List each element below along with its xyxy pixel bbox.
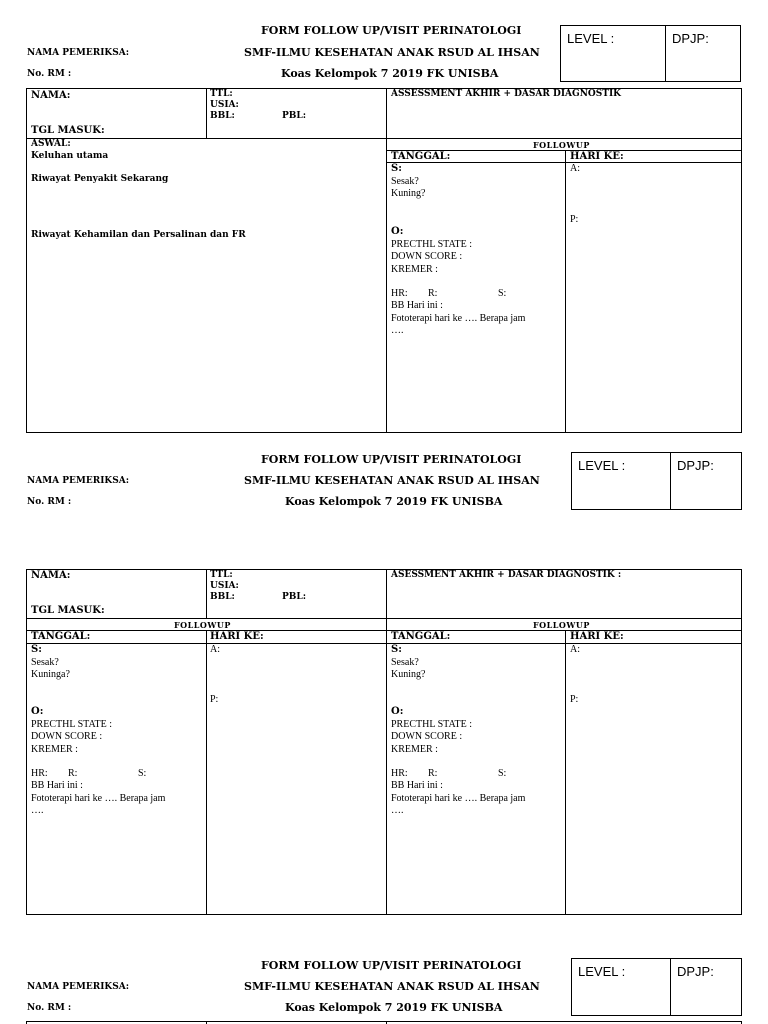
hari-ke-label: HARI KE: [210,631,264,642]
soap-s-block [31,644,70,682]
kuning-label: Kuning? [391,669,426,680]
nama-pemeriksa-label: NAMA PEMERIKSA: [27,982,130,992]
riwayat-penyakit-label: Riwayat Penyakit Sekarang [31,174,169,184]
sesak-label: Sesak? [391,175,419,187]
no-rm-label: No. RM : [27,1003,72,1013]
p-label: P: [210,694,219,705]
soap-o-block [391,706,472,756]
level-label: LEVEL : [567,31,615,46]
soap-s-block [391,163,425,201]
hr-label: HR: [391,288,408,299]
soap-s-block [391,644,425,682]
o-label: O: [31,706,44,717]
bb-label: BB Hari ini : [391,780,443,791]
fototerapi-label: Fototerapi hari ke …. Berapa jam [391,312,526,324]
down-score-label: DOWN SCORE : [391,251,463,262]
p-label: P: [570,214,579,225]
form-subtitle: SMF-ILMU KESEHATAN ANAK RSUD AL IHSAN [244,980,540,993]
s-label: S: [391,644,402,655]
hr-label: HR: [31,768,48,779]
hari-ke-label: HARI KE: [570,151,624,162]
soap-o-block [31,706,112,756]
tgl-masuk-label: TGL MASUK: [31,605,105,616]
form-group: Koas Kelompok 7 2019 FK UNISBA [285,495,503,508]
pbl-label: PBL: [282,111,307,121]
sesak-label: Sesak? [31,656,59,668]
level-box[interactable] [571,452,671,510]
dpjp-box[interactable] [670,958,742,1016]
followup-title: FOLLOWUP [174,620,231,630]
bb-foto-block [31,780,165,818]
vitals-row [391,768,507,781]
s2-label: S: [498,288,507,299]
fototerapi-label: Fototerapi hari ke …. Berapa jam [391,792,526,804]
assessment-label: ASESSMENT AKHIR + DASAR DIAGNOSTIK : [391,570,622,580]
nama-label: NAMA: [31,90,71,101]
precthl-label: PRECTHL STATE : [31,718,113,730]
level-label: LEVEL : [578,964,626,979]
nama-pemeriksa-label: NAMA PEMERIKSA: [27,48,130,58]
form-title: FORM FOLLOW UP/VISIT PERINATOLOGI [261,959,522,972]
form-table-1 [26,88,742,433]
bb-label: BB Hari ini : [31,780,83,791]
tanggal-label: TANGGAL: [31,631,91,642]
usia-label: USIA: [210,100,239,110]
form-table-2 [26,569,742,915]
dpjp-label: DPJP: [677,964,714,979]
no-rm-label: No. RM : [27,497,72,507]
kuning-label: Kuning? [391,188,426,199]
kremer-label: KREMER : [391,263,438,275]
dpjp-box[interactable] [670,452,742,510]
a-label: A: [210,644,220,655]
vitals-row [391,288,507,301]
p-label: P: [570,694,579,705]
form-title: FORM FOLLOW UP/VISIT PERINATOLOGI [261,24,522,37]
s-label: S: [31,644,42,655]
a-label: A: [570,163,580,174]
form-title: FORM FOLLOW UP/VISIT PERINATOLOGI [261,453,522,466]
down-score-label: DOWN SCORE : [31,731,103,742]
followup-title: FOLLOWUP [533,140,590,150]
bb-label: BB Hari ini : [391,300,443,311]
aswal-label: ASWAL: [31,139,71,149]
s-label: S: [391,163,402,174]
level-box[interactable] [560,25,666,82]
bbl-label: BBL: [210,111,235,121]
r-label: R: [68,768,78,779]
dots-label: …. [391,325,404,336]
bb-foto-block [391,300,525,338]
assessment-label: ASSESSMENT AKHIR + DASAR DIAGNOSTIK [391,89,621,99]
o-label: O: [391,706,404,717]
hari-ke-label: HARI KE: [570,631,624,642]
usia-label: USIA: [210,581,239,591]
tanggal-label: TANGGAL: [391,631,451,642]
fototerapi-label: Fototerapi hari ke …. Berapa jam [31,792,166,804]
no-rm-label: No. RM : [27,69,72,79]
dots-label: …. [391,805,404,816]
precthl-label: PRECTHL STATE : [391,238,473,250]
down-score-label: DOWN SCORE : [391,731,463,742]
level-label: LEVEL : [578,458,626,473]
kremer-label: KREMER : [391,743,438,755]
ttl-label: TTL: [210,570,233,580]
precthl-label: PRECTHL STATE : [391,718,473,730]
pbl-label: PBL: [282,592,307,602]
tanggal-label: TANGGAL: [391,151,451,162]
a-label: A: [570,644,580,655]
riwayat-kehamilan-label: Riwayat Kehamilan dan Persalinan dan FR [31,230,246,240]
dots-label: …. [31,805,44,816]
bbl-label: BBL: [210,592,235,602]
r-label: R: [428,288,438,299]
form-group: Koas Kelompok 7 2019 FK UNISBA [281,67,499,80]
ttl-label: TTL: [210,89,233,99]
level-box[interactable] [571,958,671,1016]
hr-label: HR: [391,768,408,779]
nama-pemeriksa-label: NAMA PEMERIKSA: [27,476,130,486]
form-subtitle: SMF-ILMU KESEHATAN ANAK RSUD AL IHSAN [244,474,540,487]
s2-label: S: [498,768,507,779]
s2-label: S: [138,768,147,779]
form-subtitle: SMF-ILMU KESEHATAN ANAK RSUD AL IHSAN [244,46,540,59]
dpjp-label: DPJP: [672,31,709,46]
bb-foto-block [391,780,525,818]
dpjp-box[interactable] [665,25,741,82]
r-label: R: [428,768,438,779]
tgl-masuk-label: TGL MASUK: [31,125,105,136]
nama-label: NAMA: [31,570,71,581]
form-group: Koas Kelompok 7 2019 FK UNISBA [285,1001,503,1014]
followup-title: FOLLOWUP [533,620,590,630]
kremer-label: KREMER : [31,743,78,755]
kuninga-label: Kuninga? [31,669,70,680]
dpjp-label: DPJP: [677,458,714,473]
keluhan-utama-label: Keluhan utama [31,151,109,161]
soap-o-block [391,226,472,276]
o-label: O: [391,226,404,237]
vitals-row [31,768,147,781]
sesak-label: Sesak? [391,656,419,668]
